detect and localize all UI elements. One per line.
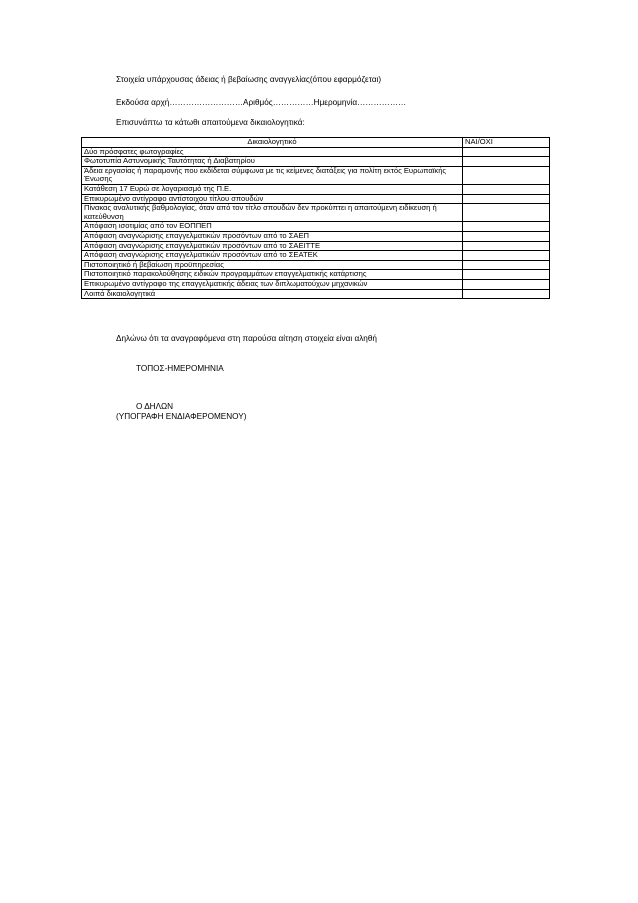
answer-cell[interactable]	[463, 260, 550, 270]
existing-permit-line: Στοιχεία υπάρχουσας άδειας ή βεβαίωσης αναγγελίας(όπου εφαρμόζεται)	[116, 75, 382, 84]
table-row	[82, 231, 550, 241]
header-document: Δικαιολογητικό	[82, 138, 463, 148]
table-row	[82, 166, 550, 184]
document-cell: Απόφαση αναγνώρισης επαγγελματικών προσόντων από το ΣΑΕΠ	[82, 231, 463, 241]
table-row	[82, 157, 550, 167]
document-cell: Δύο πρόσφατες φωτογραφίες	[82, 147, 463, 157]
answer-cell[interactable]	[463, 270, 550, 280]
table-row	[82, 222, 550, 232]
answer-cell[interactable]	[463, 204, 550, 222]
declarant-label: Ο ΔΗΛΩΝ	[136, 402, 174, 411]
answer-cell[interactable]	[463, 147, 550, 157]
answer-cell[interactable]	[463, 241, 550, 251]
answer-cell[interactable]	[463, 251, 550, 261]
document-cell: Απόφαση αναγνώρισης επαγγελματικών προσόντων από το ΣΑΕΙΤΤΕ	[82, 241, 463, 251]
answer-cell[interactable]	[463, 222, 550, 232]
document-cell: Επικυρωμένο αντίγραφο αντίστοιχου τίτλου σπουδών	[82, 194, 463, 204]
table-row	[82, 289, 550, 299]
signature-label: (ΥΠΟΓΡΑΦΗ ΕΝΔΙΑΦΕΡΟΜΕΝΟΥ)	[116, 412, 247, 421]
table-header-row	[82, 138, 550, 148]
document-cell: Απόφαση ισοτιμίας από τον ΕΟΠΠΕΠ	[82, 222, 463, 232]
header-yes-no: ΝΑΙ/ΟΧΙ	[463, 138, 550, 148]
table-row	[82, 270, 550, 280]
answer-cell[interactable]	[463, 289, 550, 299]
documents-table	[81, 137, 550, 299]
answer-cell[interactable]	[463, 231, 550, 241]
document-cell: Επικυρωμένο αντίγραφο της επαγγελματικής άδειας των διπλωματούχων μηχανικών	[82, 279, 463, 289]
document-cell: Κατάθεση 17 Ευρώ σε λογαριασμό της Π.Ε.	[82, 184, 463, 194]
table-row	[82, 204, 550, 222]
declaration-text: Δηλώνω ότι τα αναγραφόμενα στη παρούσα αίτηση στοιχεία είναι αληθή	[116, 334, 377, 343]
document-cell: Λοιπά δικαιολογητικά	[82, 289, 463, 299]
answer-cell[interactable]	[463, 157, 550, 167]
table-row	[82, 251, 550, 261]
table-row	[82, 279, 550, 289]
document-cell: Απόφαση αναγνώρισης επαγγελματικών προσόντων από το ΣΕΑΤΕΚ	[82, 251, 463, 261]
answer-cell[interactable]	[463, 194, 550, 204]
table-row	[82, 184, 550, 194]
answer-cell[interactable]	[463, 166, 550, 184]
document-cell: Πιστοποιητικό ή βεβαίωση προϋπηρεσίας	[82, 260, 463, 270]
document-cell: Πίνακας αναλυτικής βαθμολογίας, όταν από τον τίτλο σπουδών δεν προκύπτει η απαιτούμενη ειδίκευση ή κατεύθυνση	[82, 204, 463, 222]
answer-cell[interactable]	[463, 279, 550, 289]
issuer-line: Εκδούσα αρχή………………………Αριθμός……………Ημερομηνία………………	[116, 98, 407, 107]
attached-docs-line: Επισυνάπτω τα κάτωθι απαιτούμενα δικαιολογητικά:	[116, 118, 305, 127]
document-cell: Άδεια εργασίας ή παραμονής που εκδίδεται σύμφωνα με τις κείμενες διατάξεις για πολίτη εκτός Ευρωπαϊκής Ένωσης	[82, 166, 463, 184]
place-date-label: ΤΟΠΟΣ-ΗΜΕΡΟΜΗΝΙΑ	[136, 364, 224, 373]
document-cell: Πιστοποιητικό παρακολούθησης ειδικών προγραμμάτων επαγγελματικής κατάρτισης	[82, 270, 463, 280]
document-cell: Φωτοτυπία Αστυνομικής Ταυτότητας ή Διαβατηρίου	[82, 157, 463, 167]
answer-cell[interactable]	[463, 184, 550, 194]
